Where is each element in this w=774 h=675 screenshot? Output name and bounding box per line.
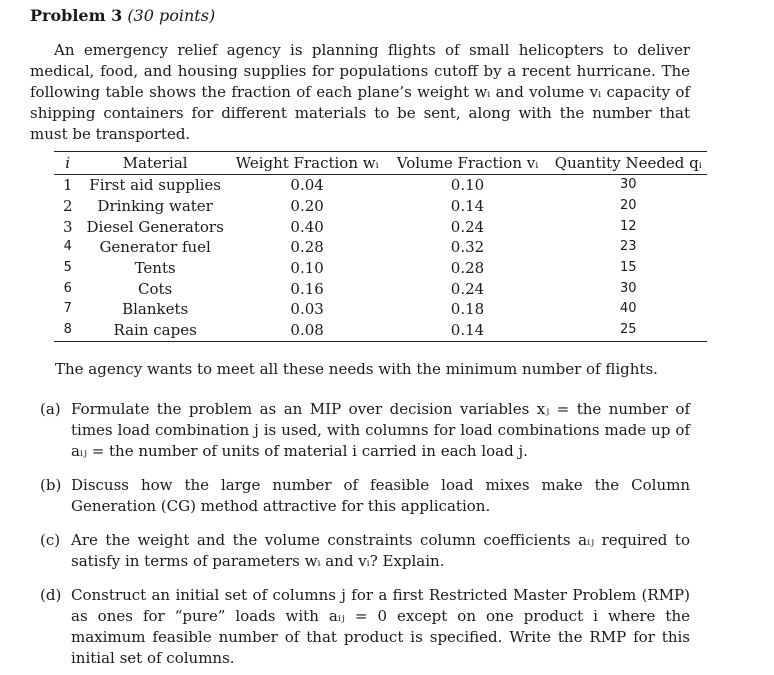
cell-quantity: 30 (620, 280, 637, 296)
cell-volume: 0.14 (450, 321, 485, 340)
cell-material: Rain capes (113, 321, 197, 340)
col-header-weight: Weight Fraction wᵢ (235, 154, 379, 172)
table-row (54, 299, 707, 320)
cell-weight: 0.10 (290, 259, 324, 278)
cell-volume: 0.32 (450, 238, 485, 257)
cell-quantity: 30 (620, 177, 637, 193)
cell-quantity: 20 (620, 198, 637, 214)
table-row (54, 196, 707, 217)
cell-weight: 0.28 (290, 238, 324, 257)
part-a (40, 399, 690, 462)
table-row (54, 216, 707, 237)
part-a-text: Formulate the problem as an MIP over decision variables xⱼ = the number of times load combination j is used, with columns for load combinations made up of aᵢⱼ = the number of units of material i carried in each load j. (71, 400, 690, 460)
cell-index: 1 (62, 176, 73, 195)
cell-index: 3 (62, 217, 73, 236)
col-header-material: Material (122, 154, 188, 172)
cell-quantity: 12 (620, 218, 637, 234)
problem-intro: An emergency relief agency is planning flights of small helicopters to deliver medical, food, and housing supplies for populations cutoff by a recent hurricane. The following table shows the fraction of each plane’s weight wᵢ and volume vᵢ capacity of shipping containers for different materials to be sent, along with the number that must be transported. (30, 41, 690, 143)
part-b-label: (b) (40, 476, 62, 494)
cell-weight: 0.40 (290, 217, 324, 236)
cell-weight: 0.16 (290, 279, 324, 298)
cell-index: 8 (63, 322, 72, 338)
problem-title: Problem 3 (30, 6, 123, 25)
col-header-volume: Volume Fraction vᵢ (396, 154, 539, 172)
part-d (40, 585, 690, 669)
cell-volume: 0.24 (450, 279, 485, 298)
part-c-label: (c) (40, 531, 61, 549)
cell-weight: 0.03 (290, 300, 324, 319)
cell-quantity: 40 (620, 301, 637, 317)
cell-index: 7 (63, 301, 72, 317)
cell-volume: 0.18 (450, 300, 485, 319)
cell-quantity: 25 (620, 322, 637, 338)
cell-material: Diesel Generators (86, 217, 224, 236)
cell-index: 4 (63, 239, 72, 255)
cell-material: Tents (134, 259, 176, 278)
part-c-text: Are the weight and the volume constraints column coefficients aᵢⱼ required to satisfy in terms of parameters wᵢ and vᵢ? Explain. (71, 531, 690, 570)
materials-table (54, 151, 707, 342)
cell-quantity: 15 (620, 260, 637, 276)
cell-material: Drinking water (97, 197, 213, 216)
cell-material: First aid supplies (89, 176, 221, 195)
cell-volume: 0.14 (450, 197, 485, 216)
cell-material: Generator fuel (99, 238, 211, 257)
cell-volume: 0.24 (450, 217, 485, 236)
cell-weight: 0.20 (290, 197, 324, 216)
table-row (54, 237, 707, 258)
table-row (54, 258, 707, 279)
cell-index: 6 (63, 280, 72, 296)
table-header-row (54, 152, 707, 175)
table-row (54, 175, 707, 196)
cell-quantity: 23 (620, 239, 637, 255)
cell-volume: 0.28 (450, 259, 485, 278)
cell-index: 5 (63, 260, 72, 276)
cell-index: 2 (62, 197, 73, 216)
part-b-text: Discuss how the large number of feasible load mixes make the Column Generation (CG) method attractive for this application. (71, 476, 690, 515)
part-d-label: (d) (40, 586, 62, 604)
col-header-quantity: Quantity Needed qᵢ (554, 154, 702, 172)
part-c (40, 530, 690, 572)
table-body (54, 175, 707, 342)
problem-points: (30 points) (127, 6, 216, 25)
part-d-text: Construct an initial set of columns j for a first Restricted Master Problem (RMP) as ones for “pure” loads with aᵢⱼ = 0 except on one product i where the maximum feasible number of that product is specified. Write the RMP for this initial set of columns. (71, 586, 690, 667)
cell-material: Cots (138, 279, 173, 298)
objective-statement: The agency wants to meet all these needs with the minimum number of flights. (55, 360, 658, 378)
problem-header (30, 6, 215, 25)
table-row (54, 278, 707, 299)
cell-weight: 0.08 (290, 321, 324, 340)
cell-volume: 0.10 (450, 176, 485, 195)
col-header-i: i (65, 154, 71, 172)
cell-material: Blankets (122, 300, 189, 319)
table-row (54, 320, 707, 341)
part-a-label: (a) (40, 400, 61, 418)
part-b (40, 475, 690, 517)
cell-weight: 0.04 (290, 176, 324, 195)
